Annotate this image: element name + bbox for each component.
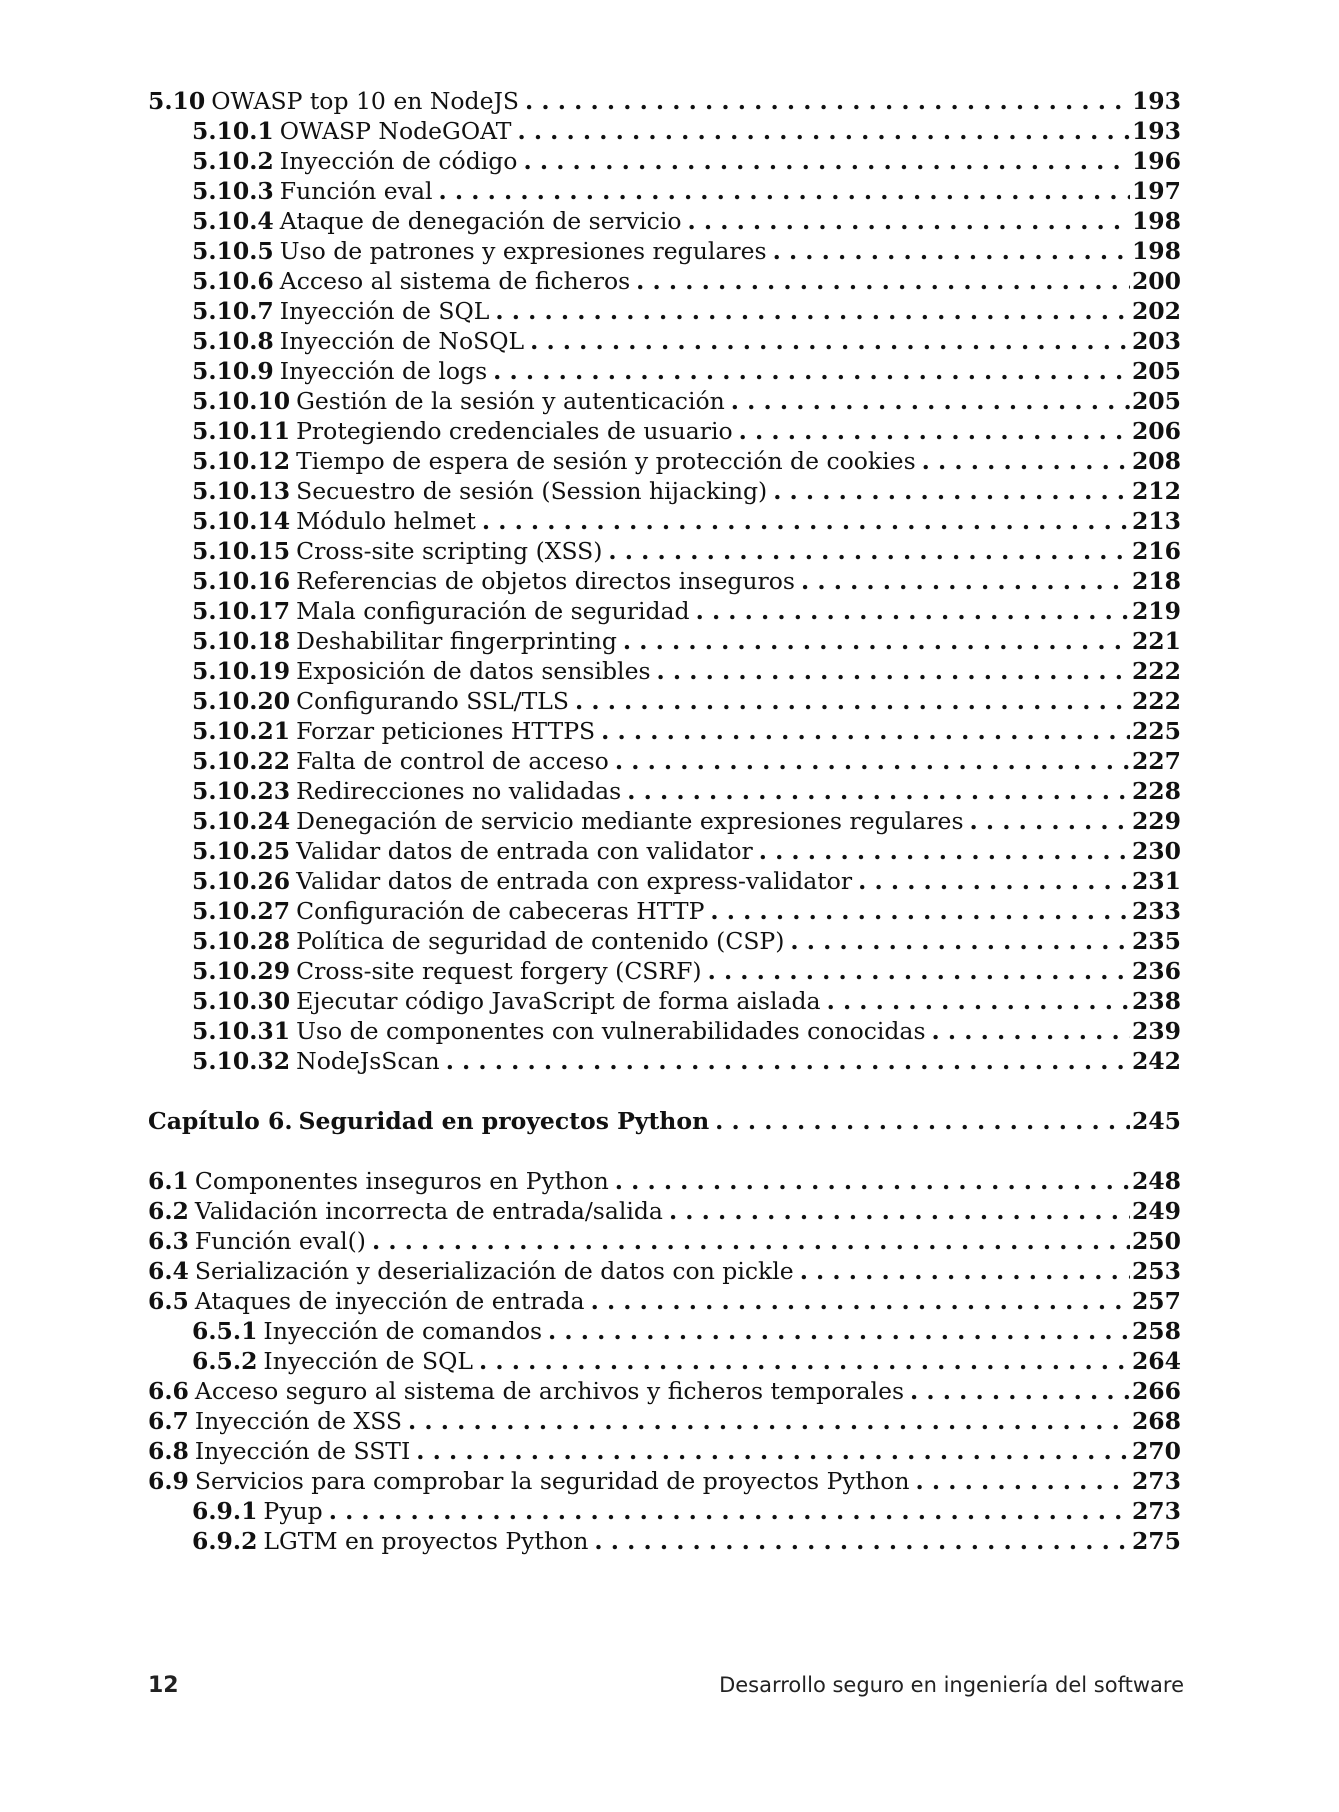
toc-entry-title: Redirecciones no validadas [296,777,622,805]
toc-entry[interactable] [148,1376,1181,1406]
toc-entry-page: 227 [1131,747,1181,775]
toc-dot-leader [916,1466,1130,1496]
toc-entry-title: OWASP top 10 en NodeJS [211,87,520,115]
toc-dot-leader [416,1436,1130,1466]
toc-entry[interactable] [148,956,1181,986]
toc-entry-page: 229 [1131,807,1181,835]
toc-entry-number: 6.5.1 [192,1317,258,1345]
toc-entry-title: Servicios para comprobar la seguridad de proyectos Python [194,1467,910,1495]
toc-entry-page: 197 [1131,177,1181,205]
toc-entry-number: 5.10.30 [192,987,291,1015]
toc-dot-leader [970,806,1130,836]
toc-entry-number: 6.3 [148,1227,189,1255]
toc-dot-leader [773,236,1130,266]
toc-entry[interactable] [148,986,1181,1016]
toc-entry-number: 5.10.27 [192,897,291,925]
toc-entry-title: Secuestro de sesión (Session hijacking) [296,477,768,505]
toc-entry-title: Política de seguridad de contenido (CSP) [296,927,785,955]
toc-entry[interactable] [148,926,1181,956]
toc-entry-page: 208 [1131,447,1181,475]
toc-entry-number: 5.10.7 [192,297,274,325]
toc-entry-title: Configurando SSL/TLS [296,687,569,715]
toc-entry[interactable] [148,1196,1181,1226]
toc-entry-number: Capítulo 6. [148,1107,293,1135]
toc-dot-leader [530,326,1130,356]
toc-entry-page: 266 [1131,1377,1181,1405]
toc-entry-page: 213 [1131,507,1181,535]
toc-entry-number: 5.10.13 [192,477,291,505]
toc-entry-title: Deshabilitar fingerprinting [296,627,617,655]
toc-entry-number: 5.10.32 [192,1047,291,1075]
toc-entry[interactable] [148,776,1181,806]
toc-dot-leader [479,1346,1130,1376]
toc-entry-page: 242 [1131,1047,1181,1075]
toc-entry-number: 5.10.9 [192,357,274,385]
toc-entry-number: 5.10.14 [192,507,291,535]
toc-entry-title: Uso de componentes con vulnerabilidades conocidas [296,1017,926,1045]
toc-dot-leader [601,716,1130,746]
toc-entry-title: Inyección de XSS [194,1407,403,1435]
toc-dot-leader [800,1256,1130,1286]
toc-entry-number: 5.10.19 [192,657,291,685]
toc-entry-title: Ejecutar código JavaScript de forma aislada [296,987,821,1015]
toc-entry-page: 248 [1131,1167,1181,1195]
toc-entry-title: OWASP NodeGOAT [279,117,512,145]
toc-dot-leader [608,536,1130,566]
toc-dot-leader [615,1166,1130,1196]
toc-entry-number: 6.9 [148,1467,189,1495]
toc-entry-number: 6.5.2 [192,1347,258,1375]
toc-entry-page: 198 [1131,237,1181,265]
toc-entry[interactable] [148,566,1181,596]
toc-entry-number: 6.1 [148,1167,189,1195]
toc-entry-page: 239 [1131,1017,1181,1045]
toc-entry-page: 250 [1131,1227,1181,1255]
toc-entry[interactable] [148,416,1181,446]
toc-entry-page: 212 [1131,477,1181,505]
toc-entry-number: 6.9.1 [192,1497,258,1525]
toc-entry-number: 6.6 [148,1377,189,1405]
toc-entry-number: 5.10.11 [192,417,291,445]
footer-book-title: Desarrollo seguro en ingeniería del software [719,1673,1184,1697]
toc-dot-leader [594,1526,1130,1556]
toc-entry[interactable] [148,1466,1181,1496]
toc-entry-title: LGTM en proyectos Python [263,1527,589,1555]
toc-entry-number: 5.10.10 [192,387,291,415]
toc-entry-title: Cross-site request forgery (CSRF) [296,957,702,985]
toc-dot-leader [439,176,1130,206]
toc-entry-title: Ataques de inyección de entrada [194,1287,585,1315]
toc-entry-number: 5.10.24 [192,807,291,835]
toc-entry-title: Gestión de la sesión y autenticación [296,387,725,415]
toc-entry-number: 5.10 [148,87,206,115]
toc-dot-leader [548,1316,1130,1346]
toc-dot-leader [932,1016,1130,1046]
toc-entry-page: 205 [1131,357,1181,385]
toc-entry-number: 5.10.15 [192,537,291,565]
toc-dot-leader [591,1286,1130,1316]
toc-entry[interactable] [148,1166,1181,1196]
toc-entry[interactable] [148,446,1181,476]
toc-dot-leader [408,1406,1130,1436]
toc-entry-number: 5.10.8 [192,327,274,355]
toc-entry-page: 200 [1131,267,1181,295]
toc-entry-title: Acceso al sistema de ficheros [279,267,631,295]
toc-entry-number: 5.10.31 [192,1017,291,1045]
toc-chapter-entry[interactable] [148,1106,1181,1136]
toc-entry-number: 5.10.29 [192,957,291,985]
toc-entry-page: 221 [1131,627,1181,655]
toc-entry[interactable] [148,866,1181,896]
toc-entry-page: 205 [1131,387,1181,415]
toc-entry[interactable] [148,1346,1181,1376]
toc-entry-number: 5.10.2 [192,147,274,175]
toc-entry[interactable] [148,1316,1181,1346]
toc-entry[interactable] [148,1526,1181,1556]
toc-entry[interactable] [148,806,1181,836]
toc-entry-page: 235 [1131,927,1181,955]
toc-entry-page: 231 [1131,867,1181,895]
toc-dot-leader [759,836,1130,866]
toc-entry[interactable] [148,1226,1181,1256]
toc-entry-title: Serialización y deserialización de datos con pickle [194,1257,794,1285]
toc-entry-page: 233 [1131,897,1181,925]
toc-dot-leader [525,86,1130,116]
toc-entry-page: 222 [1131,657,1181,685]
toc-dot-leader [858,866,1130,896]
toc-dot-leader [657,656,1130,686]
toc-entry-page: 230 [1131,837,1181,865]
toc-entry-page: 238 [1131,987,1181,1015]
toc-dot-leader [739,416,1130,446]
toc-dot-leader [636,266,1130,296]
toc-entry-page: 245 [1131,1107,1181,1135]
toc-entry-page: 225 [1131,717,1181,745]
toc-entry[interactable] [148,146,1181,176]
toc-entry[interactable] [148,896,1181,926]
toc-entry[interactable] [148,686,1181,716]
toc-entry-number: 5.10.16 [192,567,291,595]
toc-entry-number: 5.10.23 [192,777,291,805]
toc-entry[interactable] [148,86,1181,116]
toc-dot-leader [910,1376,1130,1406]
toc-entry-number: 5.10.3 [192,177,274,205]
toc-entry-number: 5.10.21 [192,717,291,745]
toc-entry[interactable] [148,536,1181,566]
toc-entry-number: 5.10.5 [192,237,274,265]
footer-page-number: 12 [148,1673,179,1698]
toc-entry-number: 5.10.26 [192,867,291,895]
toc-entry-title: Inyección de código [279,147,518,175]
toc-entry-title: Forzar peticiones HTTPS [296,717,596,745]
toc-entry[interactable] [148,1016,1181,1046]
toc-entry-number: 5.10.22 [192,747,291,775]
toc-entry-page: 264 [1131,1347,1181,1375]
toc-entry-title: Denegación de servicio mediante expresiones regulares [296,807,964,835]
toc-entry-number: 6.9.2 [192,1527,258,1555]
toc-entry[interactable] [148,1046,1181,1076]
toc-entry-title: Cross-site scripting (XSS) [296,537,603,565]
toc-entry-title: Referencias de objetos directos inseguros [296,567,795,595]
toc-entry-title: Seguridad en proyectos Python [298,1107,710,1135]
toc-dot-leader [482,506,1130,536]
toc-dot-leader [773,476,1130,506]
toc-dot-leader [801,566,1130,596]
toc-entry[interactable] [148,1256,1181,1286]
toc-entry[interactable] [148,746,1181,776]
toc-entry[interactable] [148,1496,1181,1526]
toc-entry-page: 218 [1131,567,1181,595]
toc-entry-title: Acceso seguro al sistema de archivos y ficheros temporales [194,1377,905,1405]
toc-entry-title: Inyección de SSTI [194,1437,411,1465]
toc-entry[interactable] [148,176,1181,206]
toc-dot-leader [446,1046,1130,1076]
toc-dot-leader [669,1196,1130,1226]
toc-dot-leader [627,776,1130,806]
toc-dot-leader [493,356,1130,386]
toc-entry-page: 228 [1131,777,1181,805]
toc-entry-page: 193 [1131,87,1181,115]
toc-entry-page: 202 [1131,297,1181,325]
toc-entry[interactable] [148,656,1181,686]
toc-entry-page: 222 [1131,687,1181,715]
toc-entry-title: Módulo helmet [296,507,476,535]
toc-dot-leader [517,116,1129,146]
toc-entry-number: 5.10.20 [192,687,291,715]
toc-entry-page: 249 [1131,1197,1181,1225]
toc-entry-title: Validar datos de entrada con express-validator [296,867,853,895]
toc-entry[interactable] [148,1406,1181,1436]
toc-entry-title: Inyección de SQL [263,1347,474,1375]
toc-entry-title: Validación incorrecta de entrada/salida [194,1197,663,1225]
toc-entry[interactable] [148,596,1181,626]
toc-entry[interactable] [148,386,1181,416]
toc-dot-leader [715,1106,1130,1136]
toc-entry-page: 196 [1131,147,1181,175]
toc-dot-leader [523,146,1129,176]
toc-entry-page: 203 [1131,327,1181,355]
toc-dot-leader [696,596,1130,626]
toc-entry-title: Inyección de comandos [263,1317,543,1345]
toc-entry-page: 193 [1131,117,1181,145]
toc-entry-page: 258 [1131,1317,1181,1345]
toc-entry-title: Protegiendo credenciales de usuario [296,417,733,445]
toc-entry-number: 5.10.25 [192,837,291,865]
toc-entry[interactable] [148,506,1181,536]
toc-entry-title: Tiempo de espera de sesión y protección de cookies [296,447,916,475]
toc-entry[interactable] [148,296,1181,326]
toc-entry-page: 253 [1131,1257,1181,1285]
toc-entry-title: Falta de control de acceso [296,747,609,775]
toc-entry[interactable] [148,356,1181,386]
toc-entry[interactable] [148,1436,1181,1466]
toc-entry-title: Inyección de NoSQL [279,327,525,355]
toc-entry[interactable] [148,1286,1181,1316]
toc-entry-number: 6.8 [148,1437,189,1465]
toc-dot-leader [922,446,1130,476]
page-footer [148,1673,1184,1698]
toc-dot-leader [372,1226,1130,1256]
toc-entry-title: Inyección de SQL [279,297,490,325]
toc-entry[interactable] [148,116,1181,146]
toc-entry-number: 6.7 [148,1407,189,1435]
toc-entry-title: Exposición de datos sensibles [296,657,651,685]
toc-entry-title: Función eval [279,177,433,205]
toc-entry-number: 5.10.1 [192,117,274,145]
toc-entry[interactable] [148,716,1181,746]
table-of-contents [148,86,1181,1556]
toc-dot-leader [827,986,1130,1016]
toc-entry-title: NodeJsScan [296,1047,440,1075]
toc-entry-number: 5.10.17 [192,597,291,625]
toc-entry-page: 257 [1131,1287,1181,1315]
toc-dot-leader [575,686,1130,716]
toc-entry-page: 275 [1131,1527,1181,1555]
toc-entry-title: Mala configuración de seguridad [296,597,690,625]
toc-entry-page: 270 [1131,1437,1181,1465]
toc-entry-title: Ataque de denegación de servicio [279,207,682,235]
toc-dot-leader [790,926,1130,956]
toc-entry[interactable] [148,236,1181,266]
toc-entry-number: 5.10.18 [192,627,291,655]
toc-dot-leader [687,206,1129,236]
toc-entry-page: 273 [1131,1467,1181,1495]
toc-dot-leader [731,386,1130,416]
toc-dot-leader [623,626,1130,656]
toc-entry-number: 6.2 [148,1197,189,1225]
toc-entry-page: 206 [1131,417,1181,445]
toc-entry[interactable] [148,476,1181,506]
toc-entry-number: 6.4 [148,1257,189,1285]
toc-dot-leader [329,1496,1130,1526]
toc-dot-leader [495,296,1130,326]
toc-entry-number: 5.10.28 [192,927,291,955]
toc-entry-title: Componentes inseguros en Python [194,1167,609,1195]
toc-entry-title: Configuración de cabeceras HTTP [296,897,705,925]
toc-entry[interactable] [148,326,1181,356]
toc-entry-title: Validar datos de entrada con validator [296,837,753,865]
toc-entry[interactable] [148,206,1181,236]
toc-entry-page: 268 [1131,1407,1181,1435]
toc-entry-page: 273 [1131,1497,1181,1525]
toc-entry[interactable] [148,266,1181,296]
toc-dot-leader [710,896,1130,926]
toc-entry-page: 236 [1131,957,1181,985]
toc-entry[interactable] [148,626,1181,656]
toc-entry-number: 5.10.12 [192,447,291,475]
toc-entry-page: 219 [1131,597,1181,625]
toc-entry-page: 216 [1131,537,1181,565]
toc-entry-number: 5.10.4 [192,207,274,235]
toc-entry-number: 6.5 [148,1287,189,1315]
toc-entry-title: Uso de patrones y expresiones regulares [279,237,767,265]
toc-entry-page: 198 [1131,207,1181,235]
toc-dot-leader [708,956,1130,986]
toc-entry-title: Función eval() [194,1227,366,1255]
toc-entry-title: Pyup [263,1497,323,1525]
toc-entry-number: 5.10.6 [192,267,274,295]
toc-entry-title: Inyección de logs [279,357,488,385]
toc-dot-leader [615,746,1130,776]
toc-entry[interactable] [148,836,1181,866]
